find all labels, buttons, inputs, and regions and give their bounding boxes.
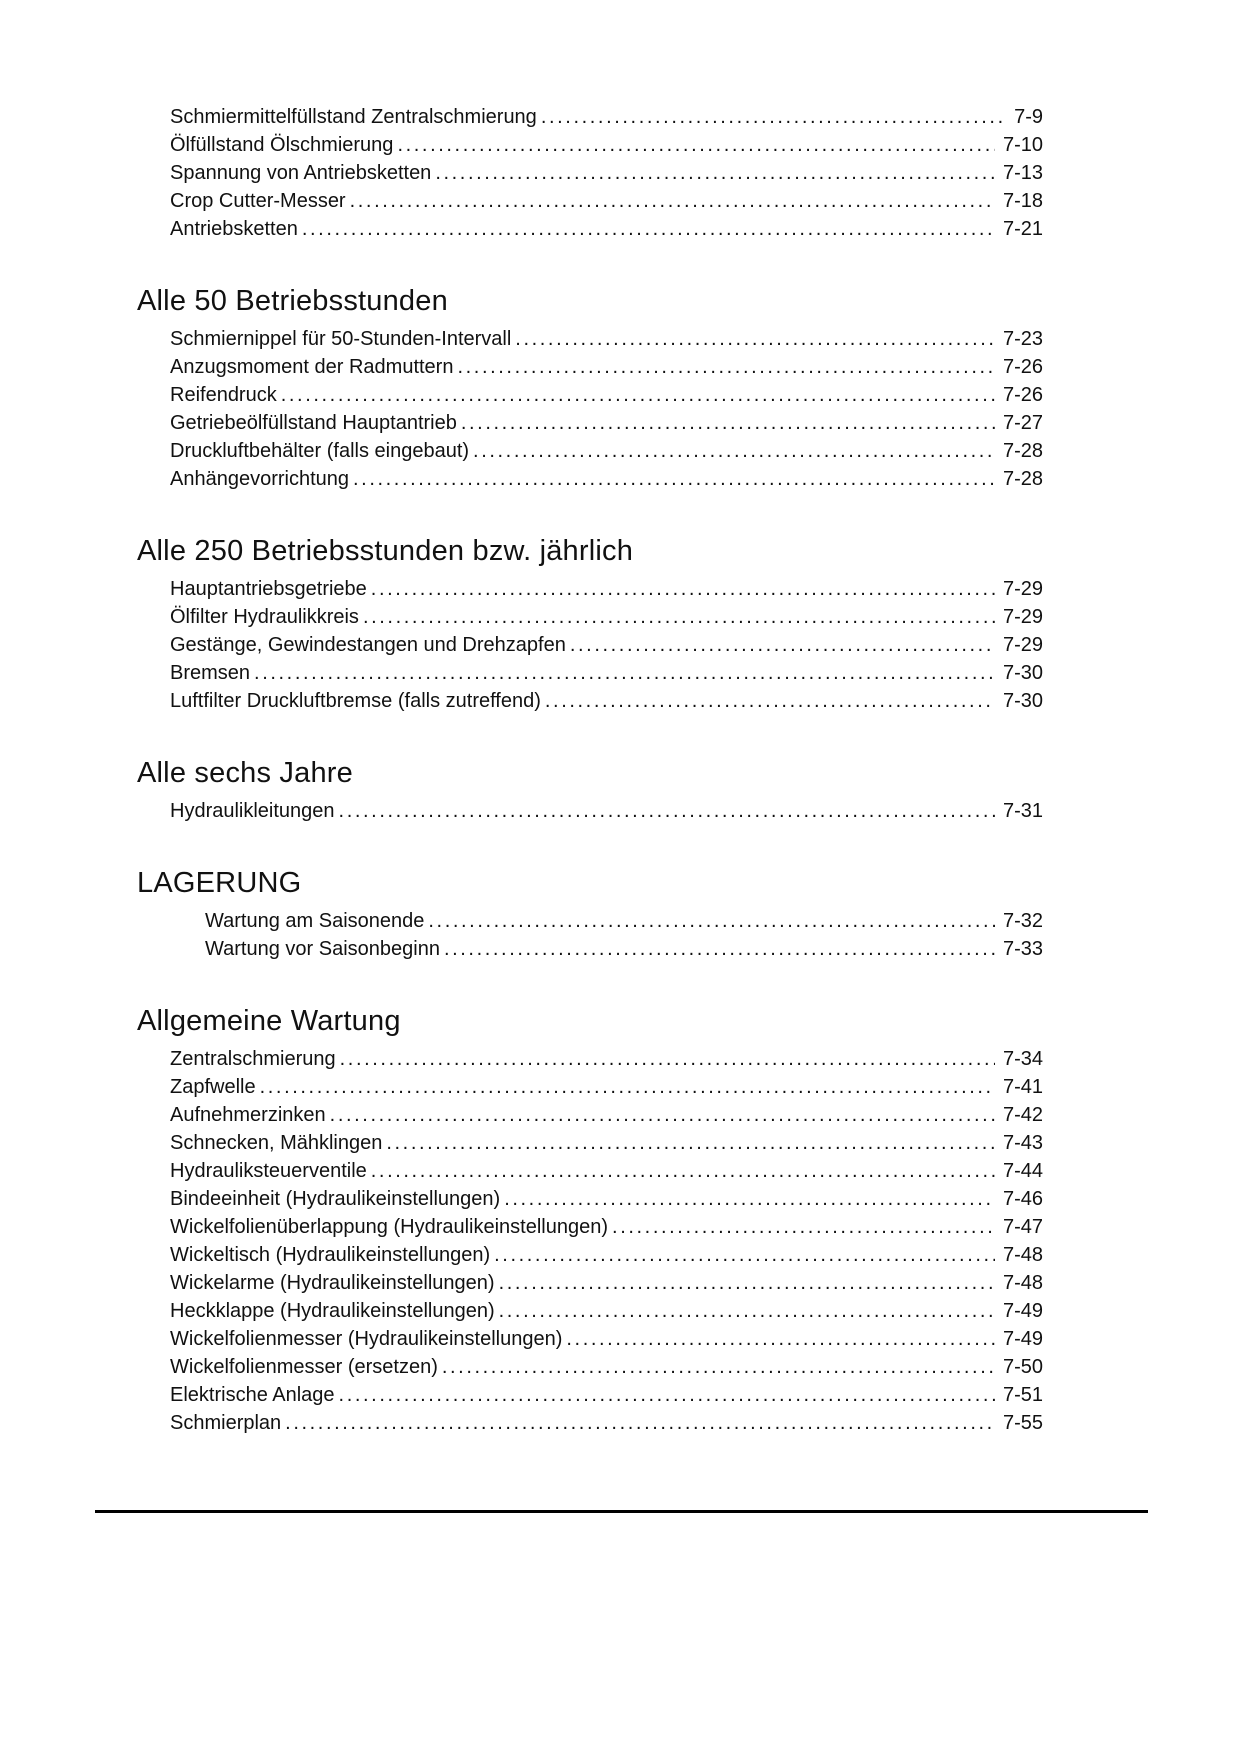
toc-entry-title: Zentralschmierung <box>170 1048 336 1070</box>
toc-entry-page: 7-21 <box>1002 218 1043 240</box>
toc-entry-page: 7-50 <box>1002 1356 1043 1378</box>
toc-entry-page: 7-49 <box>1002 1300 1043 1322</box>
toc-dot-leader <box>435 159 995 187</box>
toc-entry-list <box>170 325 1043 493</box>
toc-entry-title: Anhängevorrichtung <box>170 468 350 490</box>
toc-dot-leader <box>461 409 995 437</box>
toc-entry <box>170 103 1043 131</box>
toc-entry-page: 7-26 <box>1002 356 1043 378</box>
toc-entry-title: Getriebeölfüllstand Hauptantrieb <box>170 412 457 434</box>
toc-dot-leader <box>570 631 995 659</box>
toc-dot-leader <box>302 215 995 243</box>
toc-entry-title: Hauptantriebsgetriebe <box>170 578 367 600</box>
toc-dot-leader <box>386 1129 995 1157</box>
section-heading: Allgemeine Wartung <box>137 1005 401 1037</box>
toc-entry <box>170 1297 1043 1325</box>
toc-entry-title: Schnecken, Mähklingen <box>170 1132 383 1154</box>
toc-entry-page: 7-30 <box>1002 662 1043 684</box>
toc-entry-page: 7-34 <box>1002 1048 1043 1070</box>
toc-entry-page: 7-29 <box>1002 578 1043 600</box>
section-heading: Alle 250 Betriebsstunden bzw. jährlich <box>137 535 634 567</box>
toc-entry-title: Schmiermittelfüllstand Zentralschmierung <box>170 106 537 128</box>
toc-dot-leader <box>350 187 995 215</box>
toc-entry-list <box>170 797 1043 825</box>
toc-section <box>137 755 1043 825</box>
toc-entry-page: 7-29 <box>1002 606 1043 628</box>
toc-entry-page: 7-43 <box>1002 1132 1043 1154</box>
toc-entry-page: 7-48 <box>1002 1272 1043 1294</box>
toc-entry <box>170 797 1043 825</box>
toc-entry-title: Spannung von Antriebsketten <box>170 162 432 184</box>
toc-dot-leader <box>281 381 995 409</box>
toc-entry-title: Wickelfolienüberlappung (Hydraulikeinstellungen) <box>170 1216 609 1238</box>
toc-entry-title: Wartung am Saisonende <box>205 910 425 932</box>
toc-dot-leader <box>442 1353 995 1381</box>
toc-entry-title: Schmierplan <box>170 1412 282 1434</box>
section-heading: Alle 50 Betriebsstunden <box>137 285 448 317</box>
toc-dot-leader <box>499 1269 995 1297</box>
toc-dot-leader <box>612 1213 995 1241</box>
toc-entry-list <box>205 907 1043 963</box>
toc-entry-page: 7-27 <box>1002 412 1043 434</box>
toc-entry <box>170 465 1043 493</box>
toc-entry-title: Wartung vor Saisonbeginn <box>205 938 440 960</box>
toc-entry-page: 7-13 <box>1002 162 1043 184</box>
toc-entry-page: 7-46 <box>1002 1188 1043 1210</box>
toc-entry-list <box>170 103 1043 243</box>
toc-section <box>137 283 1043 493</box>
toc-entry-list <box>170 575 1043 715</box>
toc-dot-leader <box>444 935 995 963</box>
toc-entry <box>170 131 1043 159</box>
toc-entry-title: Reifendruck <box>170 384 277 406</box>
toc-entry <box>170 1269 1043 1297</box>
toc-dot-leader <box>515 325 995 353</box>
toc-entry <box>170 1045 1043 1073</box>
toc-entry <box>170 381 1043 409</box>
toc-entry <box>170 1101 1043 1129</box>
toc-entry-title: Hydrauliksteuerventile <box>170 1160 367 1182</box>
toc-entry-page: 7-31 <box>1002 800 1043 822</box>
toc-entry-title: Ölfüllstand Ölschmierung <box>170 134 394 156</box>
toc-entry <box>170 353 1043 381</box>
toc-entry <box>170 1213 1043 1241</box>
toc-dot-leader <box>566 1325 995 1353</box>
toc-entry-page: 7-41 <box>1002 1076 1043 1098</box>
toc-entry-title: Wickelfolienmesser (ersetzen) <box>170 1356 438 1378</box>
toc-entry <box>170 1241 1043 1269</box>
toc-entry-page: 7-48 <box>1002 1244 1043 1266</box>
toc-section <box>137 103 1043 243</box>
toc-entry <box>170 409 1043 437</box>
toc-entry-page: 7-51 <box>1002 1384 1043 1406</box>
toc-dot-leader <box>363 603 995 631</box>
toc-entry-title: Aufnehmerzinken <box>170 1104 326 1126</box>
toc-entry-title: Wickelfolienmesser (Hydraulikeinstellungen) <box>170 1328 563 1350</box>
footer-rule <box>95 1510 1148 1513</box>
toc-entry-page: 7-18 <box>1002 190 1043 212</box>
toc-entry-title: Zapfwelle <box>170 1076 256 1098</box>
toc-dot-leader <box>504 1185 995 1213</box>
toc-entry-title: Wickelarme (Hydraulikeinstellungen) <box>170 1272 495 1294</box>
toc-entry-page: 7-10 <box>1002 134 1043 156</box>
table-of-contents <box>137 103 1043 1437</box>
toc-entry-page: 7-47 <box>1002 1216 1043 1238</box>
toc-entry <box>170 687 1043 715</box>
toc-dot-leader <box>339 1381 995 1409</box>
toc-entry <box>170 1325 1043 1353</box>
toc-entry <box>170 215 1043 243</box>
section-heading: Alle sechs Jahre <box>137 757 353 789</box>
toc-dot-leader <box>541 103 1006 131</box>
toc-entry-page: 7-28 <box>1002 468 1043 490</box>
toc-entry <box>170 1409 1043 1437</box>
toc-entry-title: Heckklappe (Hydraulikeinstellungen) <box>170 1300 495 1322</box>
toc-dot-leader <box>428 907 995 935</box>
toc-entry-page: 7-55 <box>1002 1412 1043 1434</box>
toc-dot-leader <box>330 1101 995 1129</box>
toc-entry-title: Druckluftbehälter (falls eingebaut) <box>170 440 470 462</box>
toc-section <box>137 533 1043 715</box>
toc-entry-page: 7-32 <box>1002 910 1043 932</box>
toc-dot-leader <box>397 131 995 159</box>
toc-dot-leader <box>371 575 995 603</box>
toc-section <box>137 1003 1043 1437</box>
toc-entry <box>170 187 1043 215</box>
toc-entry-title: Ölfilter Hydraulikkreis <box>170 606 359 628</box>
toc-dot-leader <box>473 437 995 465</box>
toc-dot-leader <box>254 659 995 687</box>
toc-entry-title: Anzugsmoment der Radmuttern <box>170 356 454 378</box>
toc-entry-title: Luftfilter Druckluftbremse (falls zutreffend) <box>170 690 541 712</box>
toc-entry <box>170 1353 1043 1381</box>
toc-entry <box>170 1381 1043 1409</box>
toc-dot-leader <box>457 353 995 381</box>
toc-entry-title: Antriebsketten <box>170 218 298 240</box>
toc-dot-leader <box>545 687 995 715</box>
toc-entry-title: Bindeeinheit (Hydraulikeinstellungen) <box>170 1188 501 1210</box>
toc-entry <box>170 659 1043 687</box>
toc-entry-page: 7-9 <box>1014 106 1043 128</box>
toc-entry <box>170 1129 1043 1157</box>
toc-dot-leader <box>339 797 995 825</box>
toc-entry-page: 7-44 <box>1002 1160 1043 1182</box>
toc-entry-title: Bremsen <box>170 662 251 684</box>
toc-entry-page: 7-28 <box>1002 440 1043 462</box>
toc-entry <box>170 437 1043 465</box>
toc-entry-page: 7-42 <box>1002 1104 1043 1126</box>
toc-entry-title: Hydraulikleitungen <box>170 800 335 822</box>
toc-dot-leader <box>353 465 995 493</box>
toc-dot-leader <box>494 1241 995 1269</box>
toc-entry-title: Schmiernippel für 50-Stunden-Intervall <box>170 328 512 350</box>
toc-dot-leader <box>285 1409 995 1437</box>
section-heading: LAGERUNG <box>137 867 302 899</box>
toc-dot-leader <box>340 1045 995 1073</box>
toc-dot-leader <box>499 1297 995 1325</box>
toc-section <box>137 865 1043 963</box>
toc-entry <box>205 907 1043 935</box>
toc-entry-page: 7-23 <box>1002 328 1043 350</box>
toc-entry <box>170 325 1043 353</box>
toc-entry <box>170 1185 1043 1213</box>
toc-entry-page: 7-33 <box>1002 938 1043 960</box>
toc-entry <box>170 631 1043 659</box>
toc-entry-page: 7-29 <box>1002 634 1043 656</box>
toc-entry-page: 7-26 <box>1002 384 1043 406</box>
toc-entry-title: Wickeltisch (Hydraulikeinstellungen) <box>170 1244 491 1266</box>
toc-entry <box>170 603 1043 631</box>
toc-dot-leader <box>371 1157 995 1185</box>
toc-dot-leader <box>260 1073 995 1101</box>
toc-entry <box>170 1157 1043 1185</box>
toc-entry <box>170 575 1043 603</box>
toc-entry-list <box>170 1045 1043 1437</box>
toc-entry-page: 7-30 <box>1002 690 1043 712</box>
toc-entry-title: Crop Cutter-Messer <box>170 190 346 212</box>
toc-entry <box>170 1073 1043 1101</box>
toc-entry <box>205 935 1043 963</box>
toc-entry-title: Gestänge, Gewindestangen und Drehzapfen <box>170 634 566 656</box>
toc-entry-page: 7-49 <box>1002 1328 1043 1350</box>
toc-entry <box>170 159 1043 187</box>
toc-entry-title: Elektrische Anlage <box>170 1384 335 1406</box>
